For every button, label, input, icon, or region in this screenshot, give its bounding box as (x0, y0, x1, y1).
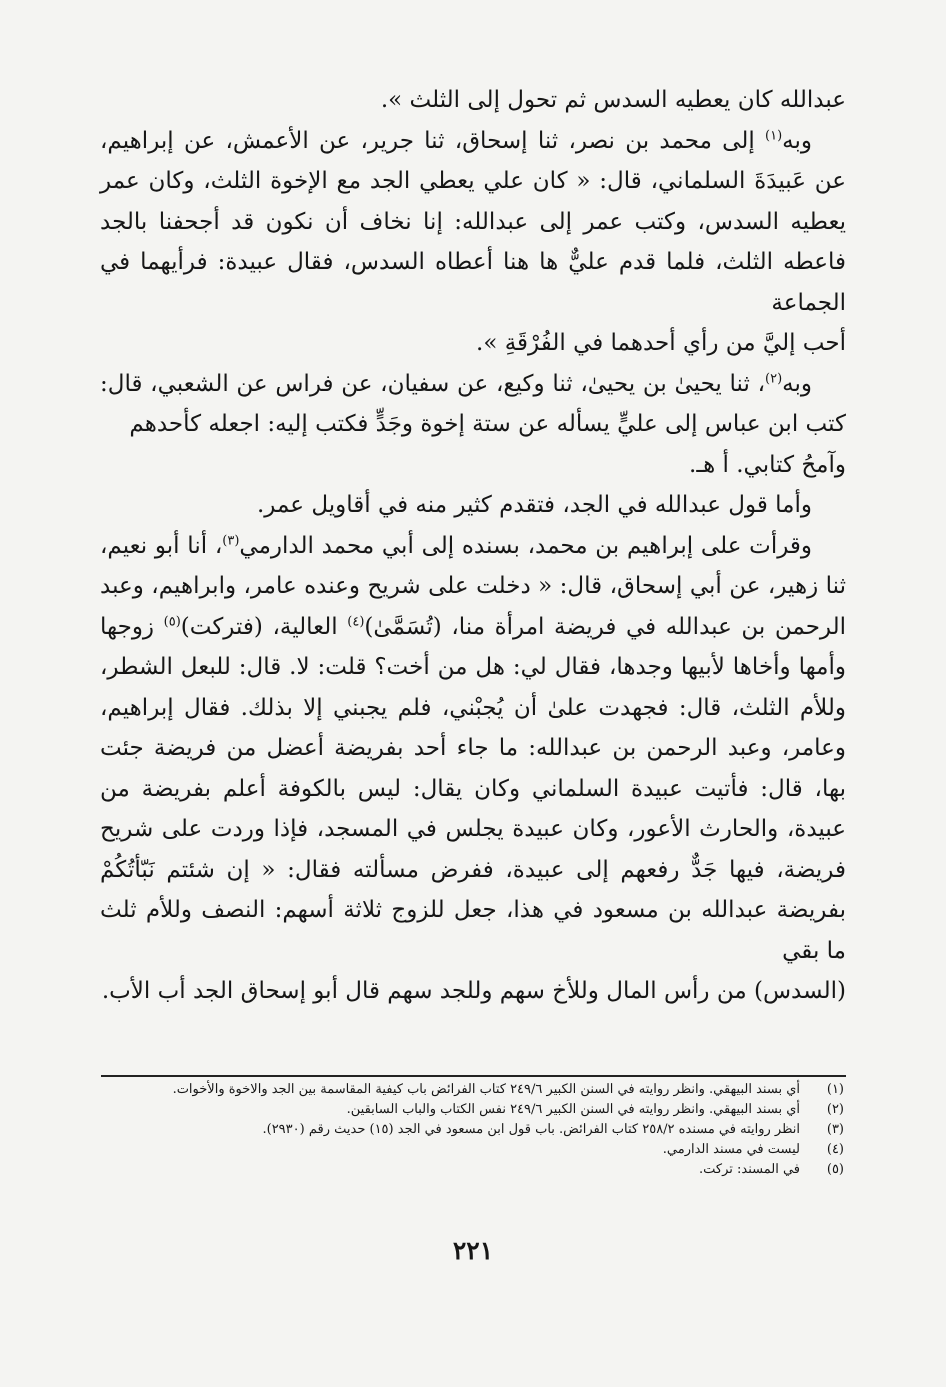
footnote-number: (٣) (826, 1122, 844, 1137)
footnote-ref-5: (٥) (163, 613, 181, 629)
footnote-number: (٥) (826, 1162, 844, 1177)
paragraph-3: أحب إليَّ من رأي أحدهما في الفُرْقَةِ ». (476, 330, 846, 356)
footnote (96, 1080, 844, 1100)
footnote-number: (٤) (826, 1142, 844, 1157)
footnote-number: (٢) (826, 1102, 844, 1117)
paragraph-1: عبدالله كان يعطيه السدس ثم تحول إلى الثلث ». (380, 87, 846, 113)
footnote (96, 1100, 844, 1120)
footnote-text: في المسند: تركت. (698, 1162, 800, 1177)
footnote-text: ليست في مسند الدارمي. (662, 1142, 800, 1157)
footnote-text: أي بسند البيهقي. وانظر روايته في السنن الكبير ٢٤٩/٦ كتاب الفرائض باب كيفية المقاسمة بين الجد والاخوة والأخوات. (172, 1082, 800, 1097)
footnote-number: (١) (826, 1082, 844, 1097)
paragraph-2: وبه$^{(١)}$ إلى محمد بن نصر، ثنا إسحاق، ثنا جرير، عن الأعمش، عن إبراهيم، عن عَبيدَةَ السلماني، قال: « كان علي يعطي الجد مع الإخوة الثلث، وكان عمر يعطيه السدس، وكتب عمر إلى عبدالله: إنا نخاف أن نكون قد أجحفنا بالجد فاعطه الثلث، فلما قدم عليٌّ ها هنا أعطاه السدس، فقال عبيدة: فرأيهما في الجماعة (100, 127, 846, 316)
footnote-text: انظر روايته في مسنده ٢٥٨/٢ كتاب الفرائض. باب قول ابن مسعود في الجد (١٥) حديث رقم (٢٩٣٠). (262, 1122, 800, 1137)
footnote (96, 1140, 844, 1160)
footnote-ref-4: (٤) (347, 613, 365, 629)
footnote-ref-3: (٣) (222, 532, 240, 548)
footnote-ref-2: (٢) (765, 370, 783, 386)
footnote-text: أي بسند البيهقي. وانظر روايته في السنن الكبير ٢٤٩/٦ نفس الكتاب والباب السابقين. (346, 1102, 800, 1117)
main-text (100, 80, 846, 1012)
paragraph-7: وقرأت على إبراهيم بن محمد، بسنده إلى أبي محمد الدارمي$^{(٣)}$، أنا أبو نعيم، ثنا زهير، عن أبي إسحاق، قال: « دخلت على شريح وعنده عامر، وابراهيم، وعبد الرحمن بن عبدالله في فريضة امرأة منا، (تُسَمَّىٰ)$^{(٤)}$ العالية، (فتركت)$^{(٥)}$ زوجها وأمها وأخاها لأبيها وجدها، فقال لي: هل من أخت؟ قلت: لا. قال: للبعل الشطر، وللأم الثلث، قال: فجهدت علىٰ أن يُجبْني، فلم يجبني إلا بذلك. فقال إبراهيم، وعامر، وعبد الرحمن بن عبدالله: ما جاء أحد بفريضة أعضل من فريضة جئت بها، قال: فأتيت عبيدة السلماني وكان يقال: ليس بالكوفة أعلم بفريضة من عبيدة، والحارث الأعور، وكان عبيدة يجلس في المسجد، فإذا وردت على شريح فريضة، فيها جَدٌّ رفعهم إلى عبيدة، ففرض مسألته فقال: « إن شئتم نَبّأتُكُمْ بفريضة عبدالله بن مسعود في هذا، جعل للزوج ثلاثة أسهم: النصف وللأم ثلث ما بقي (100, 532, 847, 964)
footnote (96, 1160, 844, 1180)
footnote-divider (101, 1075, 846, 1077)
paragraph-6: وأما قول عبدالله في الجد، فتقدم كثير منه في أقاويل عمر. (256, 492, 812, 518)
footnote-ref-1: (١) (765, 127, 783, 143)
paragraph-4: وبه$^{(٢)}$، ثنا يحيىٰ بن يحيىٰ، ثنا وكيع، عن سفيان، عن فراس عن الشعبي، قال: كتب ابن عباس إلى عليٍّ يسأله عن ستة إخوة وجَدٍّ فكتب إليه: اجعله كأحدهم (100, 370, 846, 437)
footnote (96, 1120, 844, 1140)
footnotes (96, 1080, 844, 1180)
page-number: ٢٢١ (452, 1236, 494, 1265)
paragraph-5: وآمحُ كتابي. أ هـ. (689, 451, 846, 478)
paragraph-8: (السدس) من رأس المال وللأخ سهم وللجد سهم قال أبو إسحاق الجد أب الأب. (101, 978, 846, 1004)
